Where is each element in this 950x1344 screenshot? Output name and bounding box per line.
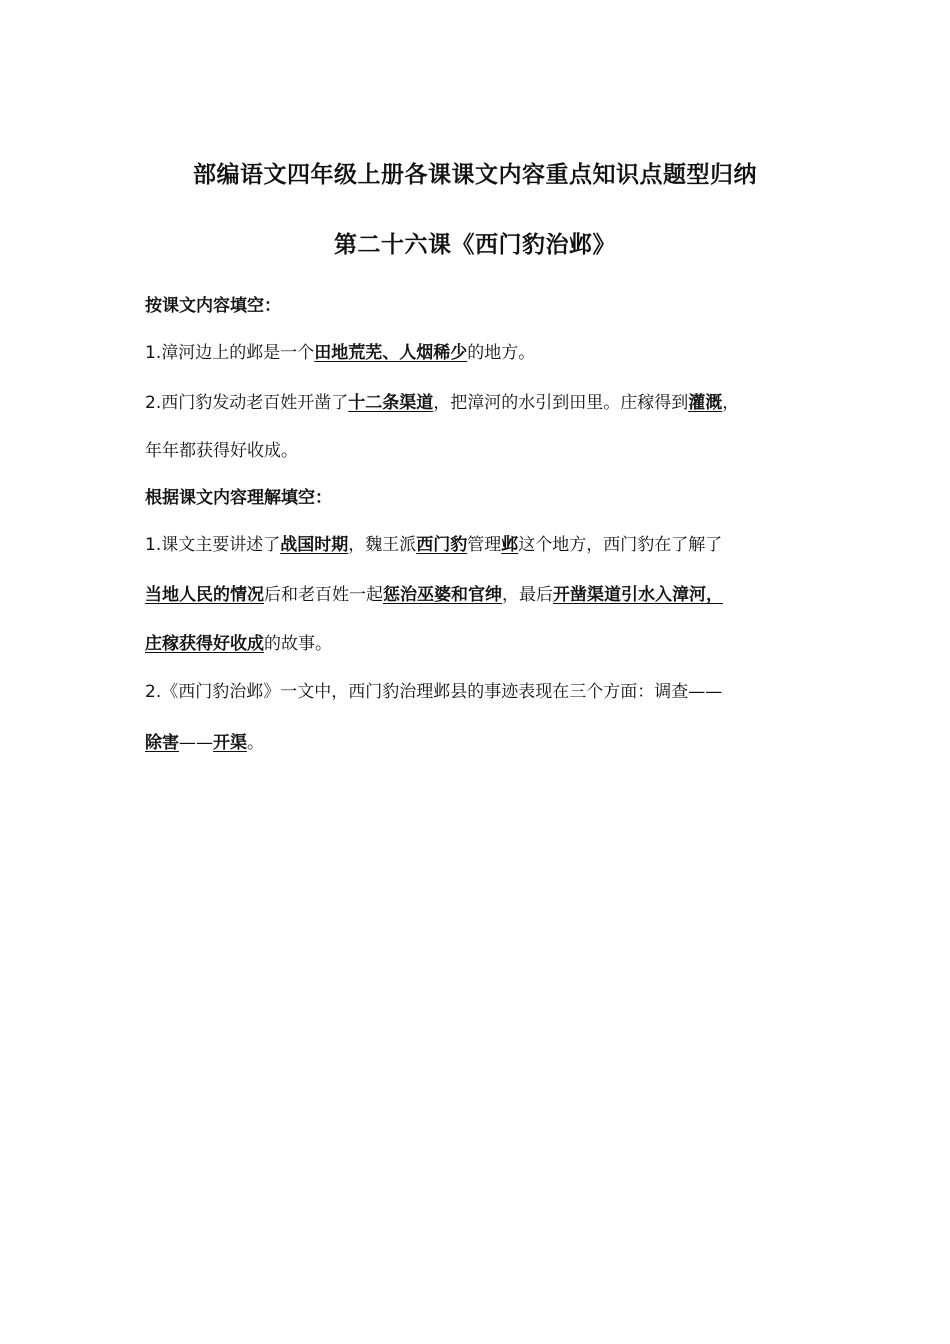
section2-question1-line3 bbox=[145, 632, 825, 656]
section2-question2-line2 bbox=[145, 731, 825, 755]
answer-blank: 庄稼获得好收成 bbox=[145, 634, 264, 654]
question-text: 管理 bbox=[467, 535, 502, 555]
section2-question1-line2 bbox=[145, 583, 825, 607]
question-text: ，魏王派 bbox=[348, 535, 417, 555]
section1-question2-line2: 年年都获得好收成。 bbox=[145, 441, 298, 461]
section1-heading: 按课文内容填空： bbox=[145, 296, 281, 316]
answer-blank: 灌溉 bbox=[688, 393, 723, 413]
question-text: 的地方。 bbox=[467, 343, 536, 363]
question-text: ， bbox=[722, 393, 740, 413]
section1-question1 bbox=[145, 341, 825, 365]
question-text: —— bbox=[179, 733, 213, 753]
section2-question2-line1: 2.《西门豹治邺》一文中，西门豹治理邺县的事迹表现在三个方面：调查—— bbox=[145, 682, 723, 702]
section1-question2-line1 bbox=[145, 391, 825, 415]
question-text: 后和老百姓一起 bbox=[264, 585, 383, 605]
question-text: 1.漳河边上的邺是一个 bbox=[145, 343, 315, 363]
question-text: ，最后 bbox=[502, 585, 553, 605]
answer-blank: 开渠 bbox=[213, 733, 247, 753]
question-text: ，把漳河的水引到田里。庄稼得到 bbox=[433, 393, 689, 413]
answer-blank: 惩治巫婆和官绅 bbox=[383, 585, 502, 605]
answer-blank: 田地荒芜、人烟稀少 bbox=[314, 343, 468, 363]
question-text: 的故事。 bbox=[264, 634, 332, 654]
answer-blank: 十二条渠道 bbox=[348, 393, 434, 413]
answer-blank: 当地人民的情况 bbox=[145, 585, 264, 605]
section2-heading: 根据课文内容理解填空： bbox=[145, 488, 332, 508]
question-text: 这个地方，西门豹在了解了 bbox=[518, 535, 723, 555]
answer-blank: 西门豹 bbox=[416, 535, 468, 555]
question-text: 1.课文主要讲述了 bbox=[145, 535, 281, 555]
answer-blank: 战国时期 bbox=[280, 535, 349, 555]
question-text: 2.西门豹发动老百姓开凿了 bbox=[145, 393, 349, 413]
question-text: 。 bbox=[247, 733, 264, 753]
answer-blank: 开凿渠道引水入漳河， bbox=[553, 585, 723, 605]
answer-blank: 除害 bbox=[145, 733, 179, 753]
answer-blank: 邺 bbox=[501, 535, 519, 555]
lesson-title: 第二十六课《西门豹治邺》 bbox=[334, 232, 616, 258]
section2-question1-line1 bbox=[145, 533, 825, 557]
document-title: 部编语文四年级上册各课课文内容重点知识点题型归纳 bbox=[193, 162, 757, 188]
